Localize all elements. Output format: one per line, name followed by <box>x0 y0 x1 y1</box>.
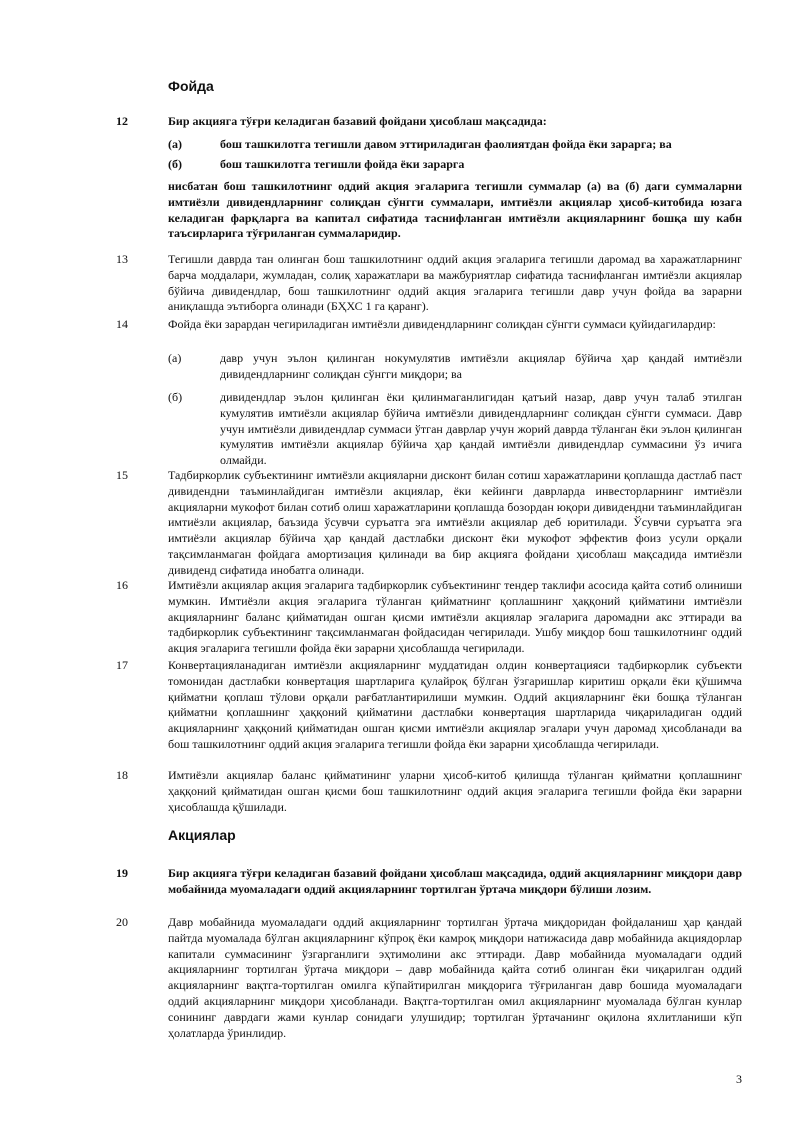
subitem-text: давр учун эълон қилинган нокумулятив имтиёзли акциялар бўйича ҳар қандай имтиёзли дивидендларнинг солиқдан сўнгги миқдори; ва <box>220 351 742 381</box>
paragraph-number: 18 <box>116 768 128 782</box>
paragraph-number: 20 <box>116 915 128 929</box>
subitem-label: (б) <box>168 390 183 404</box>
paragraph-number: 14 <box>116 317 128 331</box>
paragraph-12-closing: нисбатан бош ташкилотнинг оддий акция эгаларига тегишли суммалар (а) ва (б) даги суммаларни имтиёзли дивидендларнинг солиқдан сўнгги суммалари, имтиёзли акциялар ҳисоб-китобида юзага келадиган фарқларга ва капитал сифатида таснифланган имтиёзли акцияларнинг бошқа шу кабн таъсирларига тўғриланган суммаларидир. <box>168 179 742 241</box>
paragraph-number: 13 <box>116 252 128 266</box>
paragraph-text: Имтиёзли акциялар баланс қийматининг уларни ҳисоб-китоб қилишда тўланган қийматни қоплашнинг ҳаққоний қийматидан ошган қисми бош ташкилотнинг оддий акция эгаларига тегишли фойда ёки зарарни ҳисоблашда қўшилади. <box>168 768 742 814</box>
subitem-text: бош ташкилотга тегишли фойда ёки зарарга <box>220 157 465 171</box>
section-heading-shares: Акциялар <box>168 827 236 843</box>
paragraph-text: Тегишли даврда тан олинган бош ташкилотнинг оддий акция эгаларига тегишли даромад ва харажатларнинг барча моддалари, жумладан, солиқ харажатлари ва мажбуриятлар сифатида таснифланган имтиёзли акциялар бўйича дивидендлар, бош ташкилотнинг оддий акция эгаларига тегишли давр учун фойда ва зарарни аниқлашда эътиборга олинади (БҲХС 1 га қаранг). <box>168 252 742 314</box>
paragraph-text: Бир акцияга тўғри келадиган базавий фойдани ҳисоблаш мақсадида, оддий акцияларнинг миқдори давр мобайнида муомаладаги оддий акцияларнинг тортилган ўртача миқдори бўлиши лозим. <box>168 866 742 896</box>
paragraph-intro: Фойда ёки зарардан чегириладиган имтиёзли дивидендларнинг солиқдан сўнгги суммаси қуйидагилардир: <box>168 317 716 331</box>
subitem-label: (б) <box>168 157 182 171</box>
subitem-label: (а) <box>168 137 182 151</box>
paragraph-number: 12 <box>116 114 128 128</box>
paragraph-number: 19 <box>116 866 128 880</box>
paragraph-intro: Бир акцияга тўғри келадиган базавий фойдани ҳисоблаш мақсадида: <box>168 114 547 128</box>
paragraph-number: 16 <box>116 578 128 592</box>
paragraph-number: 17 <box>116 658 128 672</box>
paragraph-text: Тадбиркорлик субъектининг имтиёзли акцияларни дисконт билан сотиш харажатларини қоплашда дастлаб паст дивидендни таъминлайдиган имтиёзли акциялар, ёки кейинги даврларда инвесторларнинг имтиёзли акцияларни мукофот билан сотиб олиш харажатларини қоплашда бозордан юқори дивидендни таъминлайдиган имтиёзли акциялар, баъзида ўсувчи суръатга эга имтиёзли акциялар деб юритилади. Ўсувчи суръатга эга имтиёзли акциялар бўйича ҳар қандай дастлабки дисконт ёки мукофот эффектив фоиз усули орқали тақсимланмаган фойдага амортизация қилинади ва бир акцияга фойдани ҳисоблаш мақсадида имтиёзли дивиденд сифатида инобатга олинади. <box>168 468 742 577</box>
paragraph-text: Давр мобайнида муомаладаги оддий акцияларнинг тортилган ўртача миқдоридан фойдаланиш ҳар қандай пайтда муомалада бўлган акцияларнинг кўпроқ ёки камроқ миқдори натижасида давр мобайнида акциядорлар капитали суммасининг ўзгарганлиги эҳтимолини акс эттиради. Давр мобайнида муомаладаги оддий акцияларнинг тортилган ўртача миқдори – давр мобайнида қайта сотиб олинган ёки чиқарилган оддий акцияларнинг вақтга-тортилган омилга кўпайтирилган миқдорига тўғриланган давр бошида муомаладаги оддий акцияларнинг миқдори ҳисобланади. Вақтга-тортилган омил акцияларнинг муомалада бўлган кунлар сонининг даврдаги жами кунлар сонидаги улушидир; тортилган ўртачанинг оқилона яхлитланиши кўп ҳолатларда ўринлидир. <box>168 915 742 1040</box>
paragraph-text: Конвертацияланадиган имтиёзли акцияларнинг муддатидан олдин конвертацияси тадбиркорлик субъекти томонидан дастлабки конвертация шартларига қулайроқ бўлган ўзгаришлар киритиш орқали ёки қўшимча қийматни қоплаш тўлови орқали рағбатлантирилиши мумкин. Оддий акцияларнинг ёки бошқа тўланган қийматни қоплашнинг ҳаққоний қийматини дастлабки конвертация шартларида чиқариладиган оддий акцияларнинг ҳаққоний қийматидан ошган қисми имтиёзли акциялар эгалари учун даромад ҳисобланади ва бош ташкилотнинг оддий акция эгаларига тегишли фойда ёки зарарни ҳисоблашда чегирилади. <box>168 658 742 751</box>
section-heading-profit: Фойда <box>168 78 214 94</box>
paragraph-text: Имтиёзли акциялар акция эгаларига тадбиркорлик субъектининг тендер таклифи асосида қайта сотиб олиниши мумкин. Имтиёзли акция эгаларига тўланган қийматнинг қоплашнинг ҳаққоний қийматини имтиёзли акцияларнинг баланс қийматидан ошган қисми имтиёзли акциялар эгаларига даромадни акс эттиради ва тадбиркорлик субъектининг тақсимланмаган фойдасидан чегирилади. Ушбу миқдор бош ташкилотнинг оддий акция эгаларига тегишли фойда ёки зарарни ҳисоблашда чегирилади. <box>168 578 742 656</box>
paragraph-number: 15 <box>116 468 128 482</box>
subitem-label: (а) <box>168 351 182 365</box>
page-number: 3 <box>736 1072 742 1086</box>
subitem-text: дивидендлар эълон қилинган ёки қилинмаганлигидан қатъий назар, давр учун талаб этилган кумулятив имтиёзли акциялар бўйича имтиёзли дивидендларнинг солиқдан сўнгги суммаси. Давр учун имтиёзли дивидендлар суммаси ўтган даврлар учун жорий даврда тўланган ёки эълон қилинган кумулятив имтиёзли акциялар бўйича ҳар қандай имтиёзли дивидендлар суммасини ўз ичига олмайди. <box>220 390 742 468</box>
subitem-text: бош ташкилотга тегишли давом эттириладиган фаолиятдан фойда ёки зарарга; ва <box>220 137 672 151</box>
